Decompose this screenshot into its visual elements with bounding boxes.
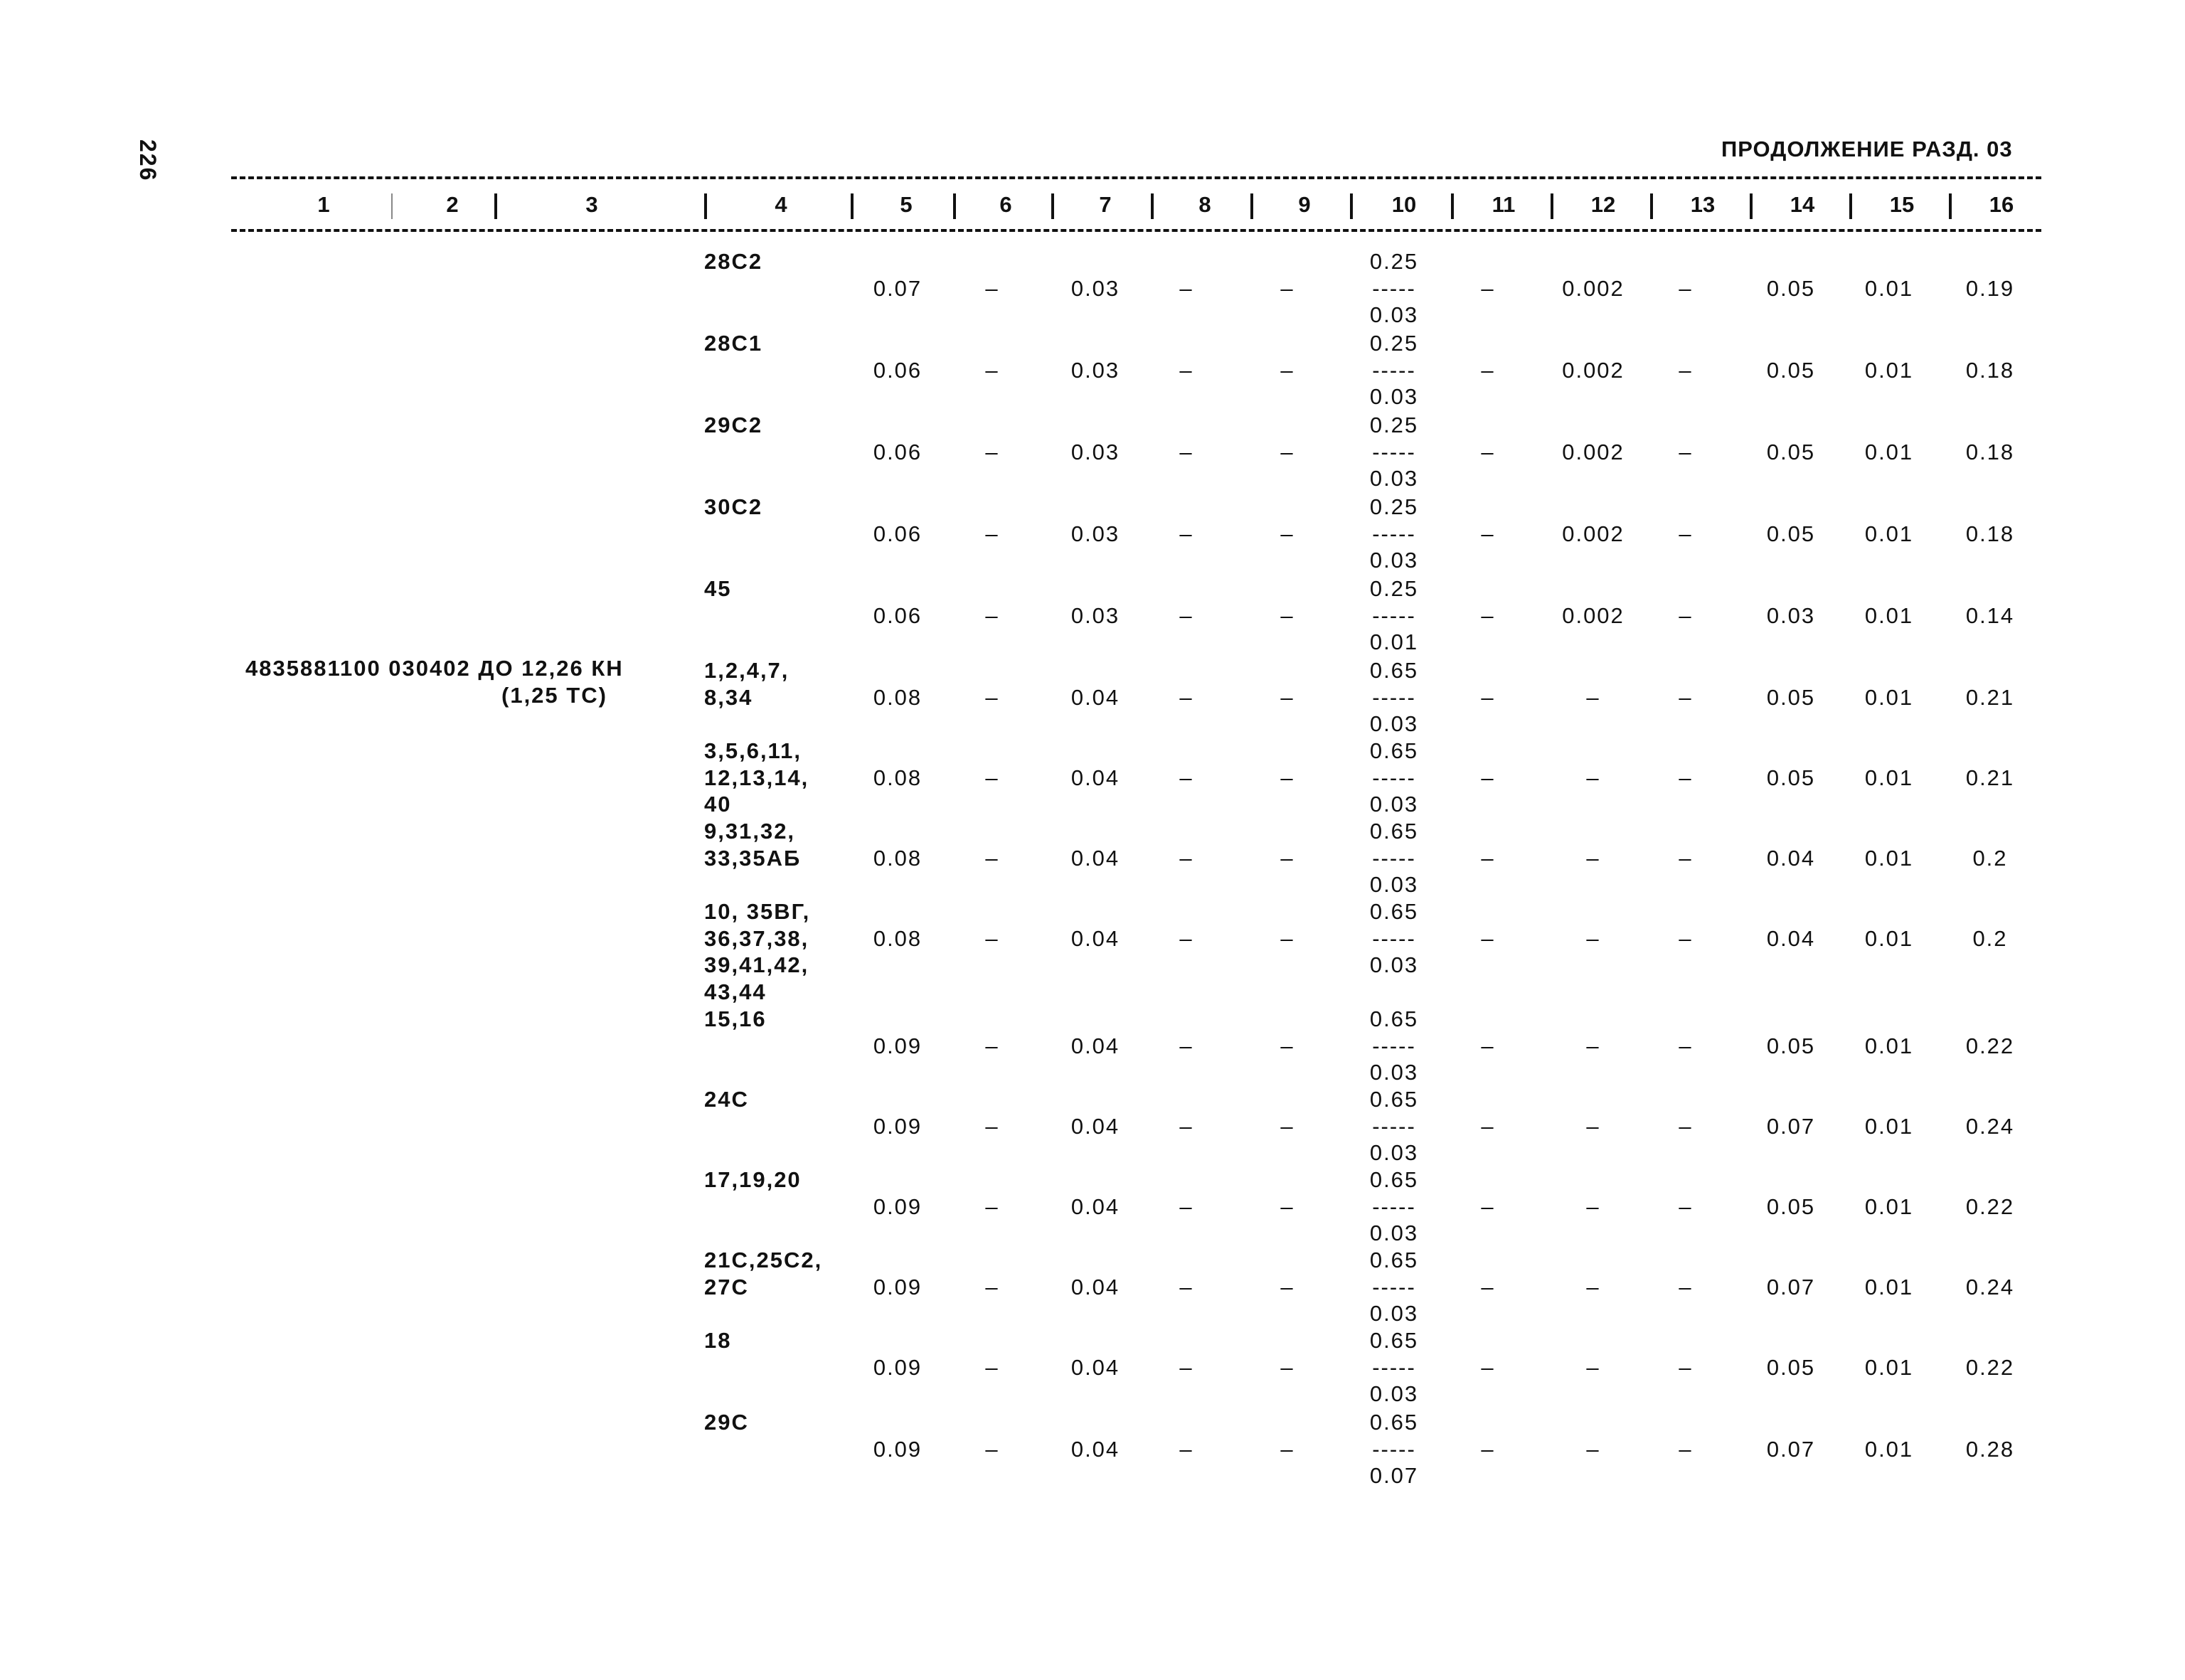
row-col9: –	[1280, 1033, 1294, 1058]
row-col8: –	[1179, 1193, 1193, 1219]
row-col10-numerator: 0.65	[1369, 1248, 1419, 1272]
row-col14: 0.05	[1766, 521, 1816, 546]
row-code: 21С,25С2,	[704, 1248, 823, 1272]
row-code: 24С	[704, 1087, 749, 1112]
header-rule-top	[231, 176, 2041, 179]
row-col9: –	[1280, 765, 1294, 790]
row-col13: –	[1679, 439, 1693, 464]
row-col15: 0.01	[1864, 1113, 1914, 1139]
row-code: 36,37,38,	[704, 925, 809, 951]
row-col6: –	[985, 602, 999, 628]
row-col13: –	[1679, 845, 1693, 871]
row-code: 8,34	[704, 684, 753, 710]
position-identifier: 4835881100 030402 ДО 12,26 КН	[245, 656, 624, 681]
row-col16: 0.28	[1965, 1436, 2015, 1462]
row-col13: –	[1679, 684, 1693, 710]
row-col16: 0.22	[1965, 1354, 2015, 1380]
row-col10-fraction-bar: -----	[1372, 275, 1416, 301]
row-col6: –	[985, 1274, 999, 1299]
row-col5: 0.08	[873, 765, 923, 790]
row-col13: –	[1679, 765, 1693, 790]
row-col5: 0.06	[873, 521, 923, 546]
row-code: 39,41,42,	[704, 952, 809, 977]
row-col7: 0.03	[1070, 275, 1120, 301]
row-col15: 0.01	[1864, 1274, 1914, 1299]
row-col10-numerator: 0.65	[1369, 1087, 1419, 1112]
row-col7: 0.04	[1070, 1193, 1120, 1219]
row-col10-denominator: 0.03	[1369, 1221, 1419, 1245]
row-col10-fraction-bar: -----	[1372, 1274, 1416, 1299]
row-col15: 0.01	[1864, 1033, 1914, 1058]
row-col14: 0.04	[1766, 925, 1816, 951]
row-col7: 0.04	[1070, 1354, 1120, 1380]
row-col5: 0.09	[873, 1354, 923, 1380]
column-header-11: 11	[1492, 192, 1516, 217]
row-col10-numerator: 0.65	[1369, 1410, 1419, 1435]
row-code: 1,2,4,7,	[704, 658, 790, 683]
row-code: 33,35АБ	[704, 845, 802, 871]
column-header-2: 2	[446, 192, 459, 217]
row-col5: 0.09	[873, 1033, 923, 1058]
row-col8: –	[1179, 1354, 1193, 1380]
row-col7: 0.04	[1070, 1033, 1120, 1058]
row-col14: 0.07	[1766, 1113, 1816, 1139]
row-col10-fraction-bar: -----	[1372, 684, 1416, 710]
row-col12: 0.002	[1562, 357, 1625, 383]
row-col10-fraction-bar: -----	[1372, 602, 1416, 628]
row-col10-denominator: 0.03	[1369, 711, 1419, 736]
row-col9: –	[1280, 1113, 1294, 1139]
row-col12: –	[1586, 684, 1600, 710]
row-col11: –	[1481, 521, 1495, 546]
row-col14: 0.07	[1766, 1436, 1816, 1462]
column-header-10: 10	[1391, 192, 1417, 217]
row-col16: 0.18	[1965, 521, 2015, 546]
row-col10-denominator: 0.07	[1369, 1463, 1419, 1488]
row-col15: 0.01	[1864, 357, 1914, 383]
row-col12: 0.002	[1562, 439, 1625, 464]
row-col7: 0.04	[1070, 684, 1120, 710]
row-col10-denominator: 0.03	[1369, 872, 1419, 897]
row-code: 27С	[704, 1274, 749, 1299]
column-header-3: 3	[585, 192, 598, 217]
row-col14: 0.05	[1766, 1193, 1816, 1219]
row-col10-numerator: 0.25	[1369, 576, 1419, 601]
row-col8: –	[1179, 845, 1193, 871]
row-col16: 0.19	[1965, 275, 2015, 301]
section-title: ПРОДОЛЖЕНИЕ РАЗД. 03	[1721, 137, 2013, 161]
row-col8: –	[1179, 521, 1193, 546]
row-col9: –	[1280, 1436, 1294, 1462]
row-col11: –	[1481, 1354, 1495, 1380]
column-separator	[953, 193, 956, 219]
row-col10-denominator: 0.03	[1369, 792, 1419, 817]
row-code: 40	[704, 792, 732, 817]
row-col14: 0.04	[1766, 845, 1816, 871]
row-col10-denominator: 0.01	[1369, 629, 1419, 654]
row-col9: –	[1280, 684, 1294, 710]
row-col15: 0.01	[1864, 765, 1914, 790]
column-separator	[1750, 193, 1753, 219]
row-col14: 0.07	[1766, 1274, 1816, 1299]
row-col12: –	[1586, 1113, 1600, 1139]
row-col16: 0.14	[1965, 602, 2015, 628]
column-separator	[1551, 193, 1553, 219]
column-separator	[1451, 193, 1454, 219]
row-col7: 0.03	[1070, 439, 1120, 464]
row-col12: 0.002	[1562, 602, 1625, 628]
row-col14: 0.05	[1766, 275, 1816, 301]
column-separator	[704, 193, 707, 219]
row-col7: 0.03	[1070, 602, 1120, 628]
row-col5: 0.06	[873, 357, 923, 383]
row-code: 3,5,6,11,	[704, 738, 802, 763]
row-code: 43,44	[704, 979, 767, 1004]
row-col10-numerator: 0.65	[1369, 1167, 1419, 1192]
row-col5: 0.09	[873, 1274, 923, 1299]
column-header-16: 16	[1989, 192, 2014, 217]
row-col10-denominator: 0.03	[1369, 466, 1419, 491]
row-col16: 0.2	[1972, 845, 2008, 871]
row-col13: –	[1679, 1354, 1693, 1380]
column-separator	[1350, 193, 1353, 219]
row-col6: –	[985, 1033, 999, 1058]
row-col6: –	[985, 1113, 999, 1139]
row-col11: –	[1481, 275, 1495, 301]
row-col10-fraction-bar: -----	[1372, 1436, 1416, 1462]
row-col8: –	[1179, 1033, 1193, 1058]
row-col6: –	[985, 684, 999, 710]
row-col15: 0.01	[1864, 845, 1914, 871]
row-col10-numerator: 0.65	[1369, 1328, 1419, 1353]
row-col13: –	[1679, 1033, 1693, 1058]
row-col16: 0.2	[1972, 925, 2008, 951]
row-col15: 0.01	[1864, 439, 1914, 464]
row-col7: 0.04	[1070, 1274, 1120, 1299]
row-col16: 0.22	[1965, 1193, 2015, 1219]
row-col8: –	[1179, 439, 1193, 464]
row-col6: –	[985, 765, 999, 790]
row-col14: 0.05	[1766, 684, 1816, 710]
row-col10-fraction-bar: -----	[1372, 357, 1416, 383]
row-col5: 0.08	[873, 845, 923, 871]
row-col6: –	[985, 357, 999, 383]
row-col7: 0.04	[1070, 925, 1120, 951]
row-code: 28С2	[704, 249, 763, 274]
row-code: 18	[704, 1328, 732, 1353]
row-col13: –	[1679, 357, 1693, 383]
row-col10-denominator: 0.03	[1369, 1381, 1419, 1406]
row-code: 29С2	[704, 413, 763, 437]
row-col10-numerator: 0.65	[1369, 658, 1419, 683]
column-header-8: 8	[1198, 192, 1211, 217]
row-col11: –	[1481, 684, 1495, 710]
row-col15: 0.01	[1864, 684, 1914, 710]
row-col9: –	[1280, 845, 1294, 871]
row-col12: 0.002	[1562, 521, 1625, 546]
row-col13: –	[1679, 1193, 1693, 1219]
row-col10-fraction-bar: -----	[1372, 765, 1416, 790]
row-col13: –	[1679, 1436, 1693, 1462]
row-col7: 0.04	[1070, 1436, 1120, 1462]
row-col15: 0.01	[1864, 275, 1914, 301]
row-col14: 0.05	[1766, 1354, 1816, 1380]
row-col9: –	[1280, 1354, 1294, 1380]
row-code: 15,16	[704, 1006, 767, 1031]
column-separator	[494, 193, 497, 219]
row-col16: 0.24	[1965, 1274, 2015, 1299]
row-col5: 0.09	[873, 1193, 923, 1219]
row-col8: –	[1179, 925, 1193, 951]
row-col10-denominator: 0.03	[1369, 1301, 1419, 1326]
row-col15: 0.01	[1864, 602, 1914, 628]
row-col7: 0.04	[1070, 1113, 1120, 1139]
row-col9: –	[1280, 925, 1294, 951]
row-col16: 0.24	[1965, 1113, 2015, 1139]
column-header-6: 6	[999, 192, 1012, 217]
row-col6: –	[985, 521, 999, 546]
column-header-13: 13	[1690, 192, 1716, 217]
row-col13: –	[1679, 1113, 1693, 1139]
column-header-4: 4	[775, 192, 787, 217]
column-separator	[1051, 193, 1054, 219]
row-col15: 0.01	[1864, 925, 1914, 951]
row-col8: –	[1179, 1113, 1193, 1139]
column-separator	[1250, 193, 1253, 219]
row-col6: –	[985, 275, 999, 301]
row-col5: 0.09	[873, 1113, 923, 1139]
row-col5: 0.07	[873, 275, 923, 301]
row-col9: –	[1280, 602, 1294, 628]
row-col5: 0.06	[873, 602, 923, 628]
row-col13: –	[1679, 521, 1693, 546]
row-col10-numerator: 0.65	[1369, 1006, 1419, 1031]
row-col15: 0.01	[1864, 1354, 1914, 1380]
column-separator	[1650, 193, 1653, 219]
row-col14: 0.05	[1766, 357, 1816, 383]
row-col10-numerator: 0.65	[1369, 819, 1419, 844]
row-col9: –	[1280, 521, 1294, 546]
row-col10-denominator: 0.03	[1369, 302, 1419, 327]
row-col6: –	[985, 1193, 999, 1219]
row-col14: 0.03	[1766, 602, 1816, 628]
column-separator	[1151, 193, 1154, 219]
row-col10-numerator: 0.25	[1369, 249, 1419, 274]
row-col10-fraction-bar: -----	[1372, 845, 1416, 871]
row-col9: –	[1280, 357, 1294, 383]
column-separator	[1949, 193, 1952, 219]
row-code: 10, 35ВГ,	[704, 899, 811, 924]
row-col15: 0.01	[1864, 1436, 1914, 1462]
row-col10-numerator: 0.65	[1369, 738, 1419, 763]
row-col11: –	[1481, 1274, 1495, 1299]
column-header-15: 15	[1889, 192, 1915, 217]
row-col10-numerator: 0.25	[1369, 413, 1419, 437]
row-col11: –	[1481, 439, 1495, 464]
row-col10-fraction-bar: -----	[1372, 1033, 1416, 1058]
column-header-1: 1	[317, 192, 330, 217]
row-col8: –	[1179, 602, 1193, 628]
row-code: 9,31,32,	[704, 819, 796, 844]
row-col6: –	[985, 439, 999, 464]
row-col15: 0.01	[1864, 521, 1914, 546]
row-col16: 0.21	[1965, 684, 2015, 710]
row-code: 45	[704, 576, 732, 601]
row-col16: 0.22	[1965, 1033, 2015, 1058]
row-col11: –	[1481, 1436, 1495, 1462]
row-col12: –	[1586, 765, 1600, 790]
row-col10-fraction-bar: -----	[1372, 1113, 1416, 1139]
row-col8: –	[1179, 765, 1193, 790]
row-col7: 0.04	[1070, 845, 1120, 871]
row-col5: 0.06	[873, 439, 923, 464]
row-col6: –	[985, 925, 999, 951]
row-col7: 0.03	[1070, 521, 1120, 546]
row-col13: –	[1679, 602, 1693, 628]
row-col11: –	[1481, 1033, 1495, 1058]
column-header-12: 12	[1590, 192, 1616, 217]
row-col11: –	[1481, 925, 1495, 951]
row-col11: –	[1481, 1113, 1495, 1139]
header-rule-bottom	[231, 229, 2041, 232]
row-col12: –	[1586, 925, 1600, 951]
row-col10-fraction-bar: -----	[1372, 521, 1416, 546]
row-col11: –	[1481, 845, 1495, 871]
row-col9: –	[1280, 1193, 1294, 1219]
row-code: 12,13,14,	[704, 765, 809, 790]
row-col13: –	[1679, 1274, 1693, 1299]
row-col9: –	[1280, 1274, 1294, 1299]
row-code: 30С2	[704, 494, 763, 519]
column-separator	[851, 193, 854, 219]
position-load-note: (1,25 ТС)	[501, 683, 607, 708]
row-col12: –	[1586, 1274, 1600, 1299]
row-col11: –	[1481, 602, 1495, 628]
row-col16: 0.18	[1965, 357, 2015, 383]
row-col10-fraction-bar: -----	[1372, 439, 1416, 464]
row-code: 17,19,20	[704, 1167, 802, 1192]
row-col12: –	[1586, 1193, 1600, 1219]
row-col12: –	[1586, 1033, 1600, 1058]
row-col10-denominator: 0.03	[1369, 952, 1419, 977]
page-number: 226	[135, 139, 161, 182]
row-col10-denominator: 0.03	[1369, 384, 1419, 409]
row-col12: –	[1586, 1354, 1600, 1380]
row-col14: 0.05	[1766, 1033, 1816, 1058]
row-col16: 0.18	[1965, 439, 2015, 464]
row-col15: 0.01	[1864, 1193, 1914, 1219]
row-col5: 0.09	[873, 1436, 923, 1462]
row-col12: –	[1586, 1436, 1600, 1462]
row-col16: 0.21	[1965, 765, 2015, 790]
row-col6: –	[985, 1354, 999, 1380]
column-header-14: 14	[1790, 192, 1815, 217]
row-col8: –	[1179, 684, 1193, 710]
row-col12: 0.002	[1562, 275, 1625, 301]
column-header-5: 5	[900, 192, 913, 217]
row-col14: 0.05	[1766, 765, 1816, 790]
row-code: 29С	[704, 1410, 749, 1435]
row-col10-denominator: 0.03	[1369, 1060, 1419, 1085]
row-col10-fraction-bar: -----	[1372, 925, 1416, 951]
row-col11: –	[1481, 357, 1495, 383]
row-col10-denominator: 0.03	[1369, 548, 1419, 573]
row-col13: –	[1679, 275, 1693, 301]
row-col10-numerator: 0.65	[1369, 899, 1419, 924]
row-col10-numerator: 0.25	[1369, 331, 1419, 356]
column-separator	[391, 193, 393, 219]
column-separator	[1849, 193, 1852, 219]
row-col12: –	[1586, 845, 1600, 871]
row-col8: –	[1179, 357, 1193, 383]
row-col11: –	[1481, 765, 1495, 790]
row-col10-fraction-bar: -----	[1372, 1354, 1416, 1380]
row-col10-fraction-bar: -----	[1372, 1193, 1416, 1219]
row-col14: 0.05	[1766, 439, 1816, 464]
row-col13: –	[1679, 925, 1693, 951]
row-col8: –	[1179, 1436, 1193, 1462]
row-col5: 0.08	[873, 925, 923, 951]
row-col9: –	[1280, 439, 1294, 464]
row-col11: –	[1481, 1193, 1495, 1219]
row-col8: –	[1179, 1274, 1193, 1299]
row-col7: 0.03	[1070, 357, 1120, 383]
row-col10-numerator: 0.25	[1369, 494, 1419, 519]
row-col6: –	[985, 845, 999, 871]
row-col5: 0.08	[873, 684, 923, 710]
row-code: 28С1	[704, 331, 763, 356]
row-col6: –	[985, 1436, 999, 1462]
column-header-9: 9	[1298, 192, 1311, 217]
row-col9: –	[1280, 275, 1294, 301]
row-col8: –	[1179, 275, 1193, 301]
row-col10-denominator: 0.03	[1369, 1140, 1419, 1165]
column-header-7: 7	[1099, 192, 1112, 217]
row-col7: 0.04	[1070, 765, 1120, 790]
